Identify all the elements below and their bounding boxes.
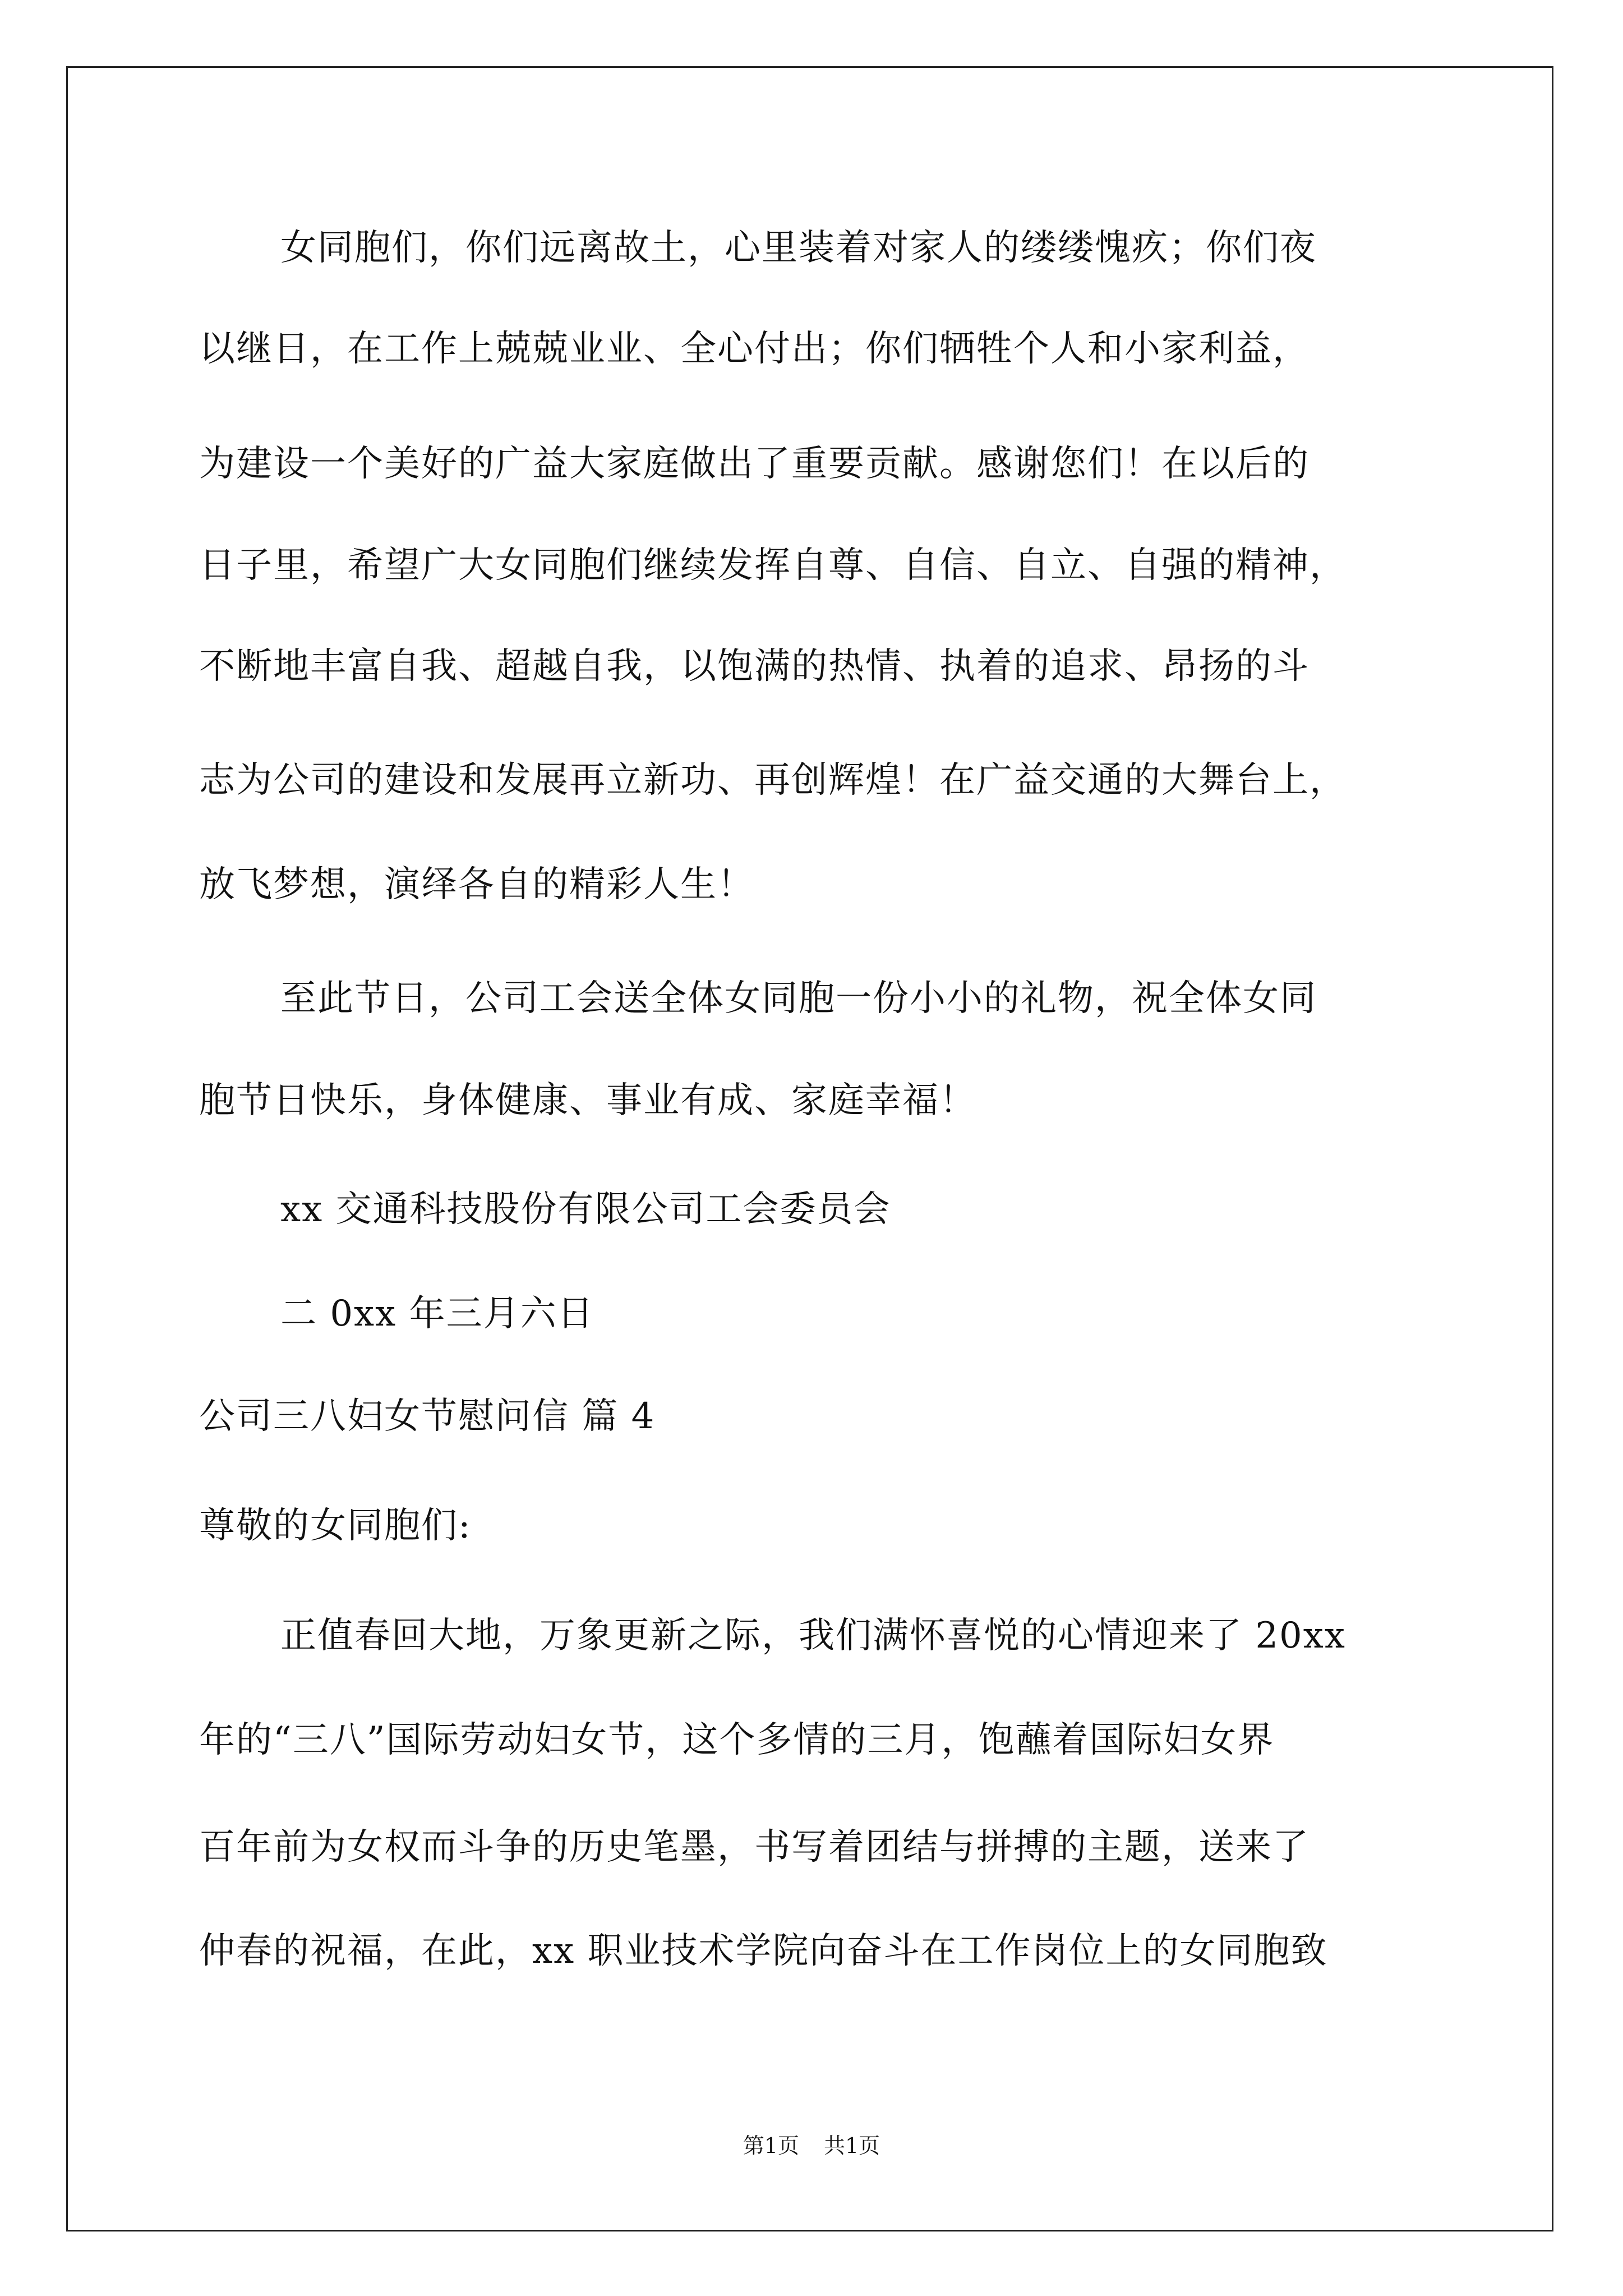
- paragraph-line: 为建设一个美好的广益大家庭做出了重要贡献。感谢您们！在以后的: [199, 443, 1310, 485]
- paragraph-line: 仲春的祝福，在此，xx 职业技术学院向奋斗在工作岗位上的女同胞致: [199, 1930, 1328, 1972]
- page-border: [66, 66, 1553, 2231]
- paragraph-line: 正值春回大地，万象更新之际，我们满怀喜悦的心情迎来了 20xx: [280, 1615, 1346, 1657]
- page-number: 第1页: [743, 2133, 799, 2158]
- section-heading: 公司三八妇女节慰问信 篇 4: [199, 1396, 656, 1437]
- paragraph-line: 女同胞们，你们远离故土，心里装着对家人的缕缕愧疚；你们夜: [280, 227, 1317, 269]
- paragraph-line: 志为公司的建设和发展再立新功、再创辉煌！在广益交通的大舞台上，: [199, 760, 1347, 801]
- signature-organization: xx 交通科技股份有限公司工会委员会: [280, 1189, 891, 1230]
- page-total: 共1页: [824, 2133, 880, 2158]
- paragraph-line: 至此节日，公司工会送全体女同胞一份小小的礼物，祝全体女同: [280, 978, 1317, 1019]
- paragraph-line: 以继日，在工作上兢兢业业、全心付出；你们牺牲个人和小家利益，: [199, 328, 1310, 370]
- salutation: 尊敬的女同胞们:: [199, 1505, 472, 1547]
- paragraph-line: 放飞梦想，演绎各自的精彩人生！: [199, 864, 754, 905]
- paragraph-line: 日子里，希望广大女同胞们继续发挥自尊、自信、自立、自强的精神，: [199, 545, 1347, 586]
- paragraph-line: 百年前为女权而斗争的历史笔墨，书写着团结与拼搏的主题，送来了: [199, 1826, 1310, 1868]
- paragraph-line: 年的“三八”国际劳动妇女节，这个多情的三月，饱蘸着国际妇女界: [199, 1719, 1275, 1761]
- paragraph-line: 不断地丰富自我、超越自我，以饱满的热情、执着的追求、昂扬的斗: [199, 646, 1310, 687]
- signature-date: 二 0xx 年三月六日: [280, 1293, 594, 1335]
- paragraph-line: 胞节日快乐，身体健康、事业有成、家庭幸福！: [199, 1080, 976, 1121]
- page-footer: [0, 2132, 1623, 2160]
